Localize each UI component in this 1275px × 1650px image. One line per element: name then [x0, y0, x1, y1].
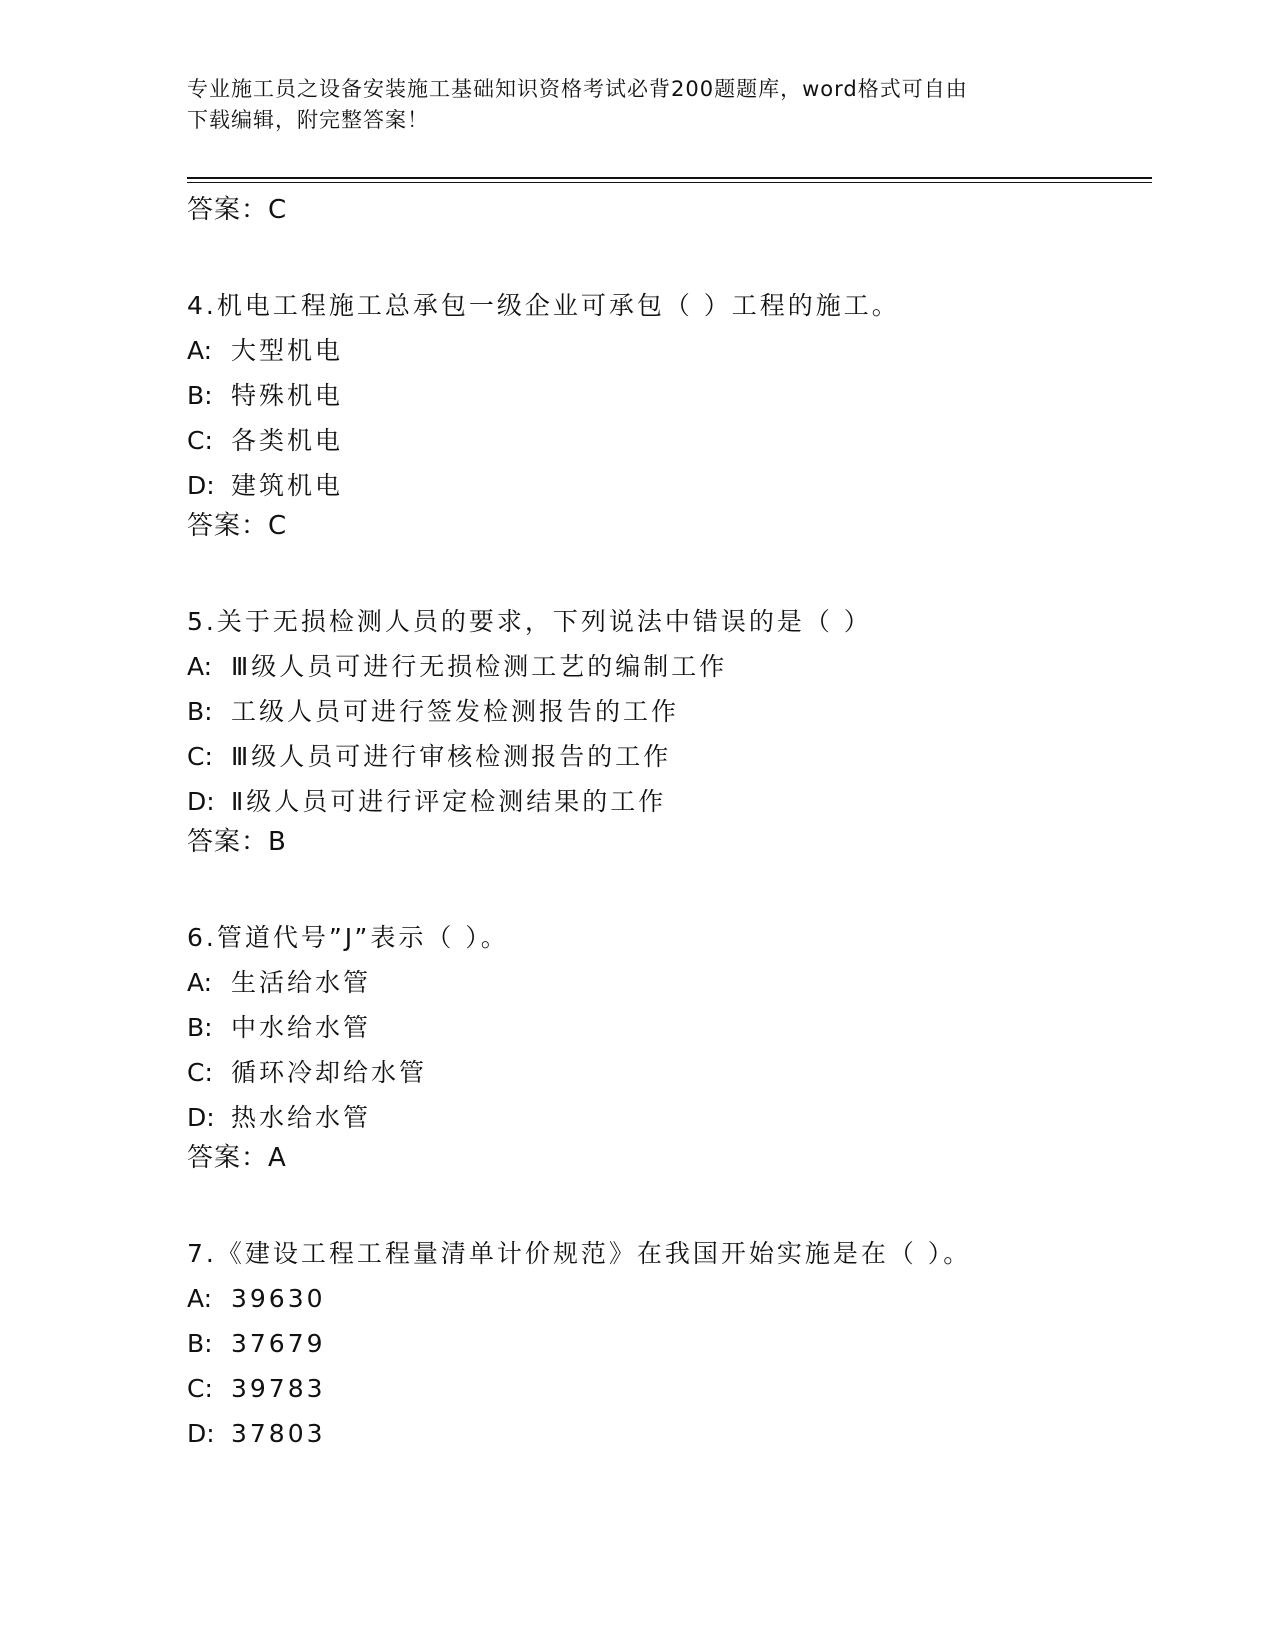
option-text: 37679	[231, 1329, 326, 1358]
option-text: Ⅱ级人员可进行评定检测结果的工作	[231, 787, 667, 816]
document-header	[187, 74, 1067, 136]
answer-line: 答案：C	[187, 511, 288, 541]
question-block	[187, 1231, 1152, 1456]
option-text: 37803	[231, 1419, 326, 1448]
option-b	[187, 1005, 1152, 1050]
option-text: 39630	[231, 1284, 326, 1313]
option-text: 工级人员可进行签发检测报告的工作	[231, 697, 680, 726]
option-letter: A:	[187, 652, 213, 681]
question-text: 5.关于无损检测人员的要求，下列说法中错误的是（ ）	[187, 607, 872, 636]
header-line-1: 专业施工员之设备安装施工基础知识资格考试必背200题题库，word格式可自由	[187, 77, 968, 101]
option-b	[187, 373, 1152, 418]
answer-line: 答案：C	[187, 195, 288, 225]
question-block	[187, 599, 1152, 860]
answer-line: 答案：B	[187, 827, 287, 857]
option-d	[187, 1411, 1152, 1456]
header-divider-thin	[187, 182, 1152, 183]
option-c	[187, 1366, 1152, 1411]
answer-line: 答案：A	[187, 1143, 287, 1173]
option-d	[187, 779, 1152, 824]
option-text: 中水给水管	[231, 1013, 372, 1042]
option-letter: B:	[187, 381, 213, 410]
question-list	[187, 192, 1152, 1456]
option-b	[187, 689, 1152, 734]
option-a	[187, 960, 1152, 1005]
question-block	[187, 915, 1152, 1176]
header-line-2: 下载编辑，附完整答案！	[187, 108, 429, 132]
option-c	[187, 734, 1152, 779]
option-letter: A:	[187, 968, 213, 997]
option-letter: D:	[187, 1419, 215, 1448]
option-letter: D:	[187, 471, 215, 500]
spacer	[187, 860, 1152, 915]
option-a	[187, 644, 1152, 689]
spacer	[187, 544, 1152, 599]
spacer	[187, 228, 1152, 283]
option-d	[187, 1095, 1152, 1140]
option-letter: C:	[187, 426, 213, 455]
option-text: 循环冷却给水管	[231, 1058, 428, 1087]
option-d	[187, 463, 1152, 508]
option-c	[187, 418, 1152, 463]
question-block	[187, 283, 1152, 544]
option-text: 特殊机电	[231, 381, 344, 410]
option-letter: B:	[187, 697, 213, 726]
option-text: 生活给水管	[231, 968, 372, 997]
option-a	[187, 1276, 1152, 1321]
question-text: 6.管道代号”J”表示（ ）。	[187, 923, 509, 952]
option-c	[187, 1050, 1152, 1095]
spacer	[187, 1176, 1152, 1231]
option-text: 热水给水管	[231, 1103, 372, 1132]
option-letter: B:	[187, 1013, 213, 1042]
option-letter: D:	[187, 787, 215, 816]
option-letter: A:	[187, 1284, 213, 1313]
option-letter: B:	[187, 1329, 213, 1358]
option-letter: C:	[187, 742, 213, 771]
header-divider-thick	[187, 177, 1152, 179]
option-text: 各类机电	[231, 426, 344, 455]
option-b	[187, 1321, 1152, 1366]
option-letter: A:	[187, 336, 213, 365]
option-a	[187, 328, 1152, 373]
option-letter: C:	[187, 1374, 213, 1403]
question-text: 4.机电工程施工总承包一级企业可承包（ ）工程的施工。	[187, 291, 900, 320]
option-text: 建筑机电	[231, 471, 344, 500]
option-text: Ⅲ级人员可进行无损检测工艺的编制工作	[231, 652, 728, 681]
option-text: Ⅲ级人员可进行审核检测报告的工作	[231, 742, 672, 771]
option-text: 大型机电	[231, 336, 344, 365]
option-text: 39783	[231, 1374, 326, 1403]
option-letter: C:	[187, 1058, 213, 1087]
question-text: 7.《建设工程工程量清单计价规范》在我国开始实施是在（ ）。	[187, 1239, 972, 1268]
option-letter: D:	[187, 1103, 215, 1132]
